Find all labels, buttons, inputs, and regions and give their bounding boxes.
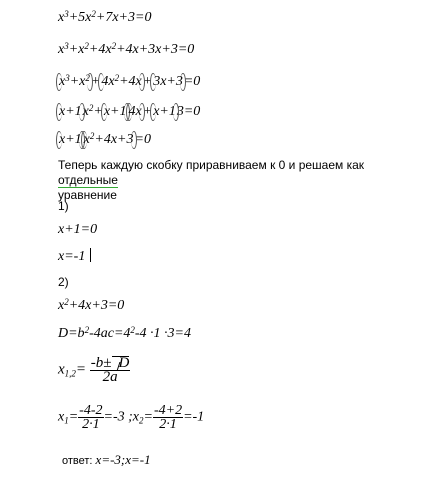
instruction-text <box>58 158 418 203</box>
quad-denominator: 2a <box>102 369 118 385</box>
root2-sub: 2 <box>139 415 144 426</box>
root2-var: x <box>132 409 139 425</box>
equation-4: $x+1x^2+x+1$ 4x+x+13=0 <box>59 103 201 119</box>
case-1-label: 1) <box>58 199 69 213</box>
instruction-spellcheck-word: отдельные <box>58 173 118 187</box>
quad-fraction <box>90 356 131 384</box>
equation-5: x+1 $x^2+4x+3=0$ <box>59 131 151 147</box>
equation-1: $x^3+5x^2+7x+3=0$ <box>58 9 152 25</box>
root1-var: x <box>58 409 65 425</box>
discriminant-line: $D=b^2-4ac=4^2-4 \cdot 1 \cdot 3=4$ <box>58 325 191 341</box>
root1-value: =-3 <box>103 409 125 425</box>
quadratic-formula: $x_{1,2}=$ $\frac{-b\pm D}{2a}$ <box>58 355 130 385</box>
quad-sub: 1,2 <box>64 368 76 379</box>
answer-label: ответ: <box>62 455 96 467</box>
roots-line: $x_1=$ $\frac{-4-2}{2\cdot 1}$ =-3 $;x_2=$ $\frac{-4+2}{2\cdot 1}$ =-1 <box>58 403 205 432</box>
answer-value: x=-3;x=-1 <box>95 452 151 467</box>
sqrt-symbol <box>112 356 130 370</box>
case-2-label: 2) <box>58 275 69 289</box>
text-cursor <box>90 248 91 262</box>
root2-fraction <box>153 404 183 431</box>
equation-3: $x^3+x^2+4x^2+4x+3x+3=0$ <box>59 73 201 89</box>
case-1-solution[interactable] <box>58 248 91 265</box>
case-1-equation: x+1=0 <box>58 222 98 237</box>
case-2-equation: $x^2+4x+3=0$ <box>58 297 125 313</box>
quad-num-left: -b± <box>90 355 112 371</box>
root2-numerator: -4+2 <box>153 403 183 418</box>
root2-value: =-1 <box>183 409 205 425</box>
root1-fraction <box>78 404 103 431</box>
root2-denominator: 2·1 <box>159 417 177 432</box>
answer-line <box>62 452 151 469</box>
instruction-part2: уравнение <box>58 188 117 202</box>
quad-numerator <box>90 356 131 371</box>
quad-lhs: x <box>58 361 65 378</box>
instruction-part1: Теперь каждую скобку приравниваем к 0 и решаем как <box>58 158 365 172</box>
root1-numerator: -4-2 <box>79 403 103 418</box>
root-separator: ; <box>128 409 133 425</box>
quad-num-radicand: D <box>118 355 130 371</box>
root1-sub: 1 <box>64 415 69 426</box>
case-1-solution-text: x=-1 <box>58 249 86 264</box>
equation-2: $x^3+x^2+4x^2+4x+3x+3=0$ <box>58 41 195 57</box>
root1-denominator: 2·1 <box>82 417 100 432</box>
